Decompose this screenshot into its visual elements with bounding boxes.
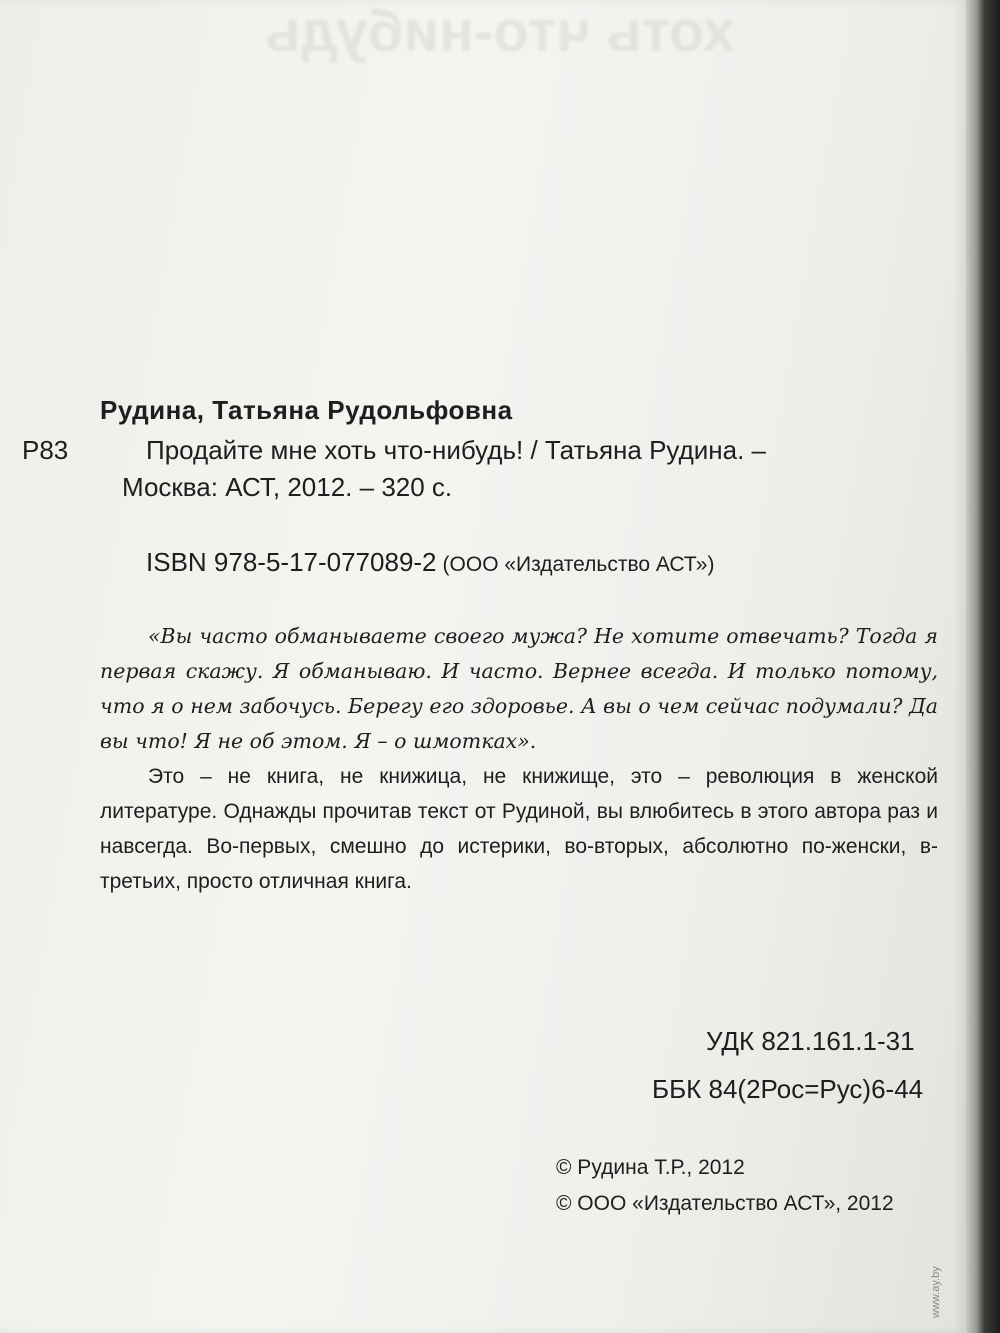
catalog-code: Р83 (22, 435, 69, 465)
bbk-code: ББК 84(2Рос=Рус)6-44 (652, 1074, 924, 1104)
annotation-description: Это – не книга, не книжица, не книжище, это – революция в женской литературе. Однажды прочитав текст от Рудиной, вы влюбитесь в этого автора раз и навсегда. Во-первых, смешно до истерики, во-вторых, абсолютно по-женски, в-третьих, просто отличная книга. (100, 765, 938, 893)
book-edge (966, 0, 1000, 1333)
author-name: Рудина, Татьяна Рудольфовна (100, 395, 513, 425)
publication-line: Москва: АСТ, 2012. – 320 с. (122, 472, 453, 502)
bleed-through-text: хоть что-нибудь (264, 0, 736, 64)
copyright-author: © Рудина Т.Р., 2012 (556, 1156, 745, 1179)
isbn-number: ISBN 978-5-17-077089-2 (146, 547, 437, 577)
udk-code: УДК 821.161.1-31 (706, 1026, 915, 1056)
isbn-line (146, 547, 714, 578)
annotation-quote: «Вы часто обманываете своего мужа? Не хотите отвечать? Тогда я первая скажу. Я обманываю. И часто. Вернее всегда. И только потому, что я о нем забочусь. Берегу его здоровье. А вы о чем сейчас подумали? Да вы что! Я не об этом. Я – о шмотках». (100, 624, 938, 753)
book-title-line: Продайте мне хоть что-нибудь! / Татьяна Рудина. – (146, 435, 766, 465)
copyright-publisher: © ООО «Издательство АСТ», 2012 (556, 1192, 894, 1215)
isbn-holder: (ООО «Издательство АСТ») (442, 553, 715, 576)
site-watermark: www.ay.by (930, 1266, 942, 1318)
